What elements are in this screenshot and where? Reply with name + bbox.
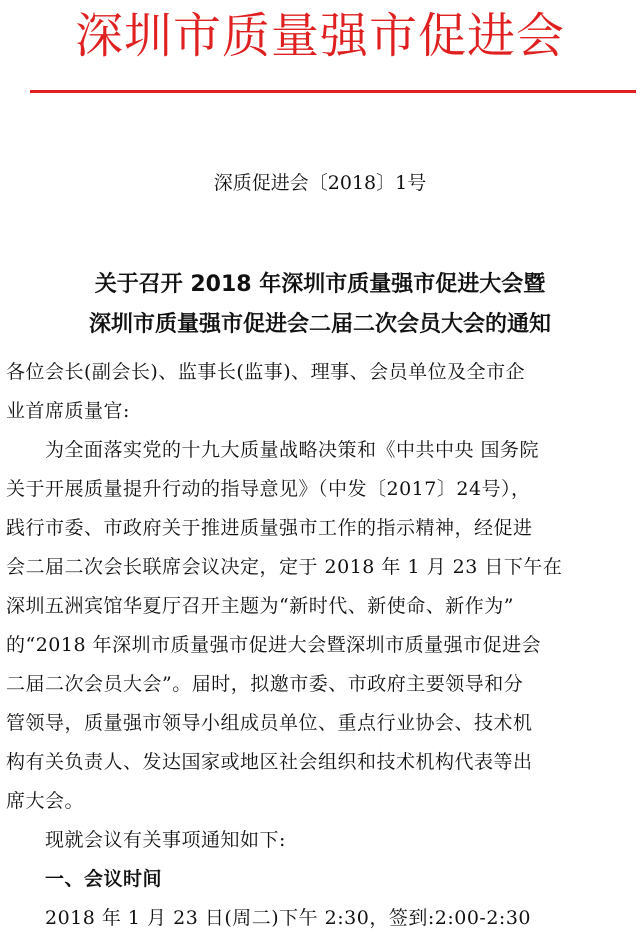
body-line-10: 席大会。 bbox=[6, 790, 85, 812]
body-line-1: 为全面落实党的十九大质量战略决策和《中共中央 国务院 bbox=[6, 439, 540, 461]
meeting-time-line: 2018 年 1 月 23 日(周二)下午 2:30，签到:2:00-2:30 bbox=[6, 907, 532, 929]
organization-name: 深圳市质量强市促进会 bbox=[74, 8, 565, 64]
body-line-2: 关于开展质量提升行动的指导意见》（中发〔2017〕24号）， bbox=[6, 478, 531, 500]
body-line-9: 构有关负责人、发达国家或地区社会组织和技术机构代表等出 bbox=[6, 751, 533, 773]
body-line-5: 深圳五洲宾馆华夏厅召开主题为“新时代、新使命、新作为” bbox=[6, 595, 514, 617]
notice-title-line-2: 深圳市质量强市促进会二届二次会员大会的通知 bbox=[88, 312, 551, 337]
body-line-8: 管领导，质量强市领导小组成员单位、重点行业协会、技术机 bbox=[6, 712, 533, 734]
document-number: 深质促进会〔2018〕1号 bbox=[213, 172, 427, 194]
red-header-rule bbox=[30, 90, 636, 93]
intro-line: 现就会议有关事项通知如下: bbox=[6, 829, 286, 851]
section-heading-meeting-time: 一、会议时间 bbox=[6, 868, 163, 890]
body-line-6: 的“2018 年深圳市质量强市促进大会暨深圳市质量强市促进会 bbox=[6, 634, 542, 656]
body-line-3: 践行市委、市政府关于推进质量强市工作的指示精神，经促进 bbox=[6, 517, 533, 539]
salutation-line-2: 业首席质量官: bbox=[6, 400, 130, 422]
notice-title-line-1: 关于召开 2018 年深圳市质量强市促进大会暨 bbox=[94, 272, 546, 297]
body-line-4: 会二届二次会长联席会议决定，定于 2018 年 1 月 23 日下午在 bbox=[6, 556, 563, 578]
body-line-7: 二届二次会员大会”。届时，拟邀市委、市政府主要领导和分 bbox=[6, 673, 524, 695]
salutation-line-1: 各位会长(副会长)、监事长(监事)、理事、会员单位及全市企 bbox=[6, 361, 526, 383]
